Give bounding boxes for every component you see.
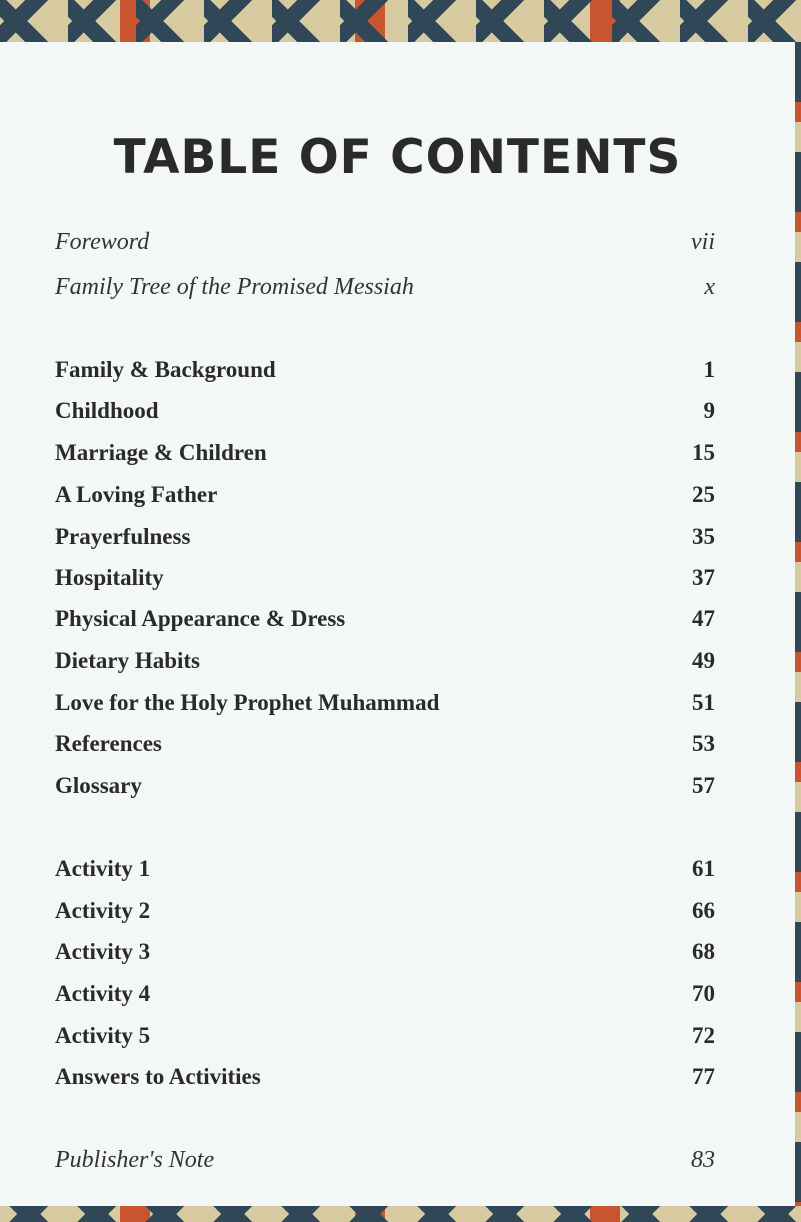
toc-entry-activity bbox=[55, 898, 715, 924]
toc-entry-label: Childhood bbox=[55, 398, 159, 423]
toc-entry-label: Family Tree of the Promised Messiah bbox=[55, 274, 414, 300]
page-title: TABLE OF CONTENTS bbox=[113, 130, 682, 185]
toc-entry-page: 83 bbox=[691, 1147, 715, 1173]
toc-entry bbox=[55, 565, 715, 591]
toc-entry-family-tree bbox=[55, 274, 715, 301]
toc-entry-label: A Loving Father bbox=[55, 482, 218, 507]
toc-entry bbox=[55, 648, 715, 674]
toc-entry-label: References bbox=[55, 731, 162, 756]
toc-entry bbox=[55, 773, 715, 799]
toc-entry-label: Foreword bbox=[55, 229, 150, 255]
toc-entry-page: 68 bbox=[692, 939, 715, 964]
toc-entry-page: vii bbox=[691, 229, 715, 255]
toc-entry-label: Publisher's Note bbox=[55, 1147, 215, 1173]
toc-entry-page: 35 bbox=[692, 524, 715, 549]
toc-entry-label: Activity 1 bbox=[55, 856, 151, 881]
toc-entry bbox=[55, 690, 715, 716]
toc-entry-label: Glossary bbox=[55, 773, 142, 798]
toc-entry-page: 66 bbox=[692, 898, 715, 923]
toc-entry bbox=[55, 606, 715, 632]
toc-entry-page: 51 bbox=[692, 690, 715, 715]
toc-entry bbox=[55, 357, 715, 383]
toc-entry-label: Dietary Habits bbox=[55, 648, 201, 673]
toc-entry-foreword bbox=[55, 229, 715, 256]
toc-entry-activity bbox=[55, 981, 715, 1007]
toc-entry-page: 61 bbox=[692, 856, 715, 881]
toc-entry-label: Hospitality bbox=[55, 565, 164, 590]
toc-entry bbox=[55, 731, 715, 757]
toc-entry-page: 49 bbox=[692, 648, 715, 673]
toc-entry bbox=[55, 398, 715, 424]
decorative-border-right bbox=[795, 42, 801, 1206]
toc-entry-page: 77 bbox=[692, 1064, 715, 1089]
toc-entry-page: 70 bbox=[692, 981, 715, 1006]
toc-entry-page: 15 bbox=[692, 440, 715, 465]
toc-entry-label: Activity 4 bbox=[55, 981, 151, 1006]
toc-entry bbox=[55, 440, 715, 466]
toc-entry-label: Physical Appearance & Dress bbox=[55, 606, 346, 631]
toc-entry bbox=[55, 524, 715, 550]
toc-entry-label: Marriage & Children bbox=[55, 440, 267, 465]
toc-entry-page: 47 bbox=[692, 606, 715, 631]
toc-entry-label: Answers to Activities bbox=[55, 1064, 261, 1089]
toc-entry-label: Activity 5 bbox=[55, 1023, 151, 1048]
toc-entry-label: Love for the Holy Prophet Muhammad bbox=[55, 690, 440, 715]
toc-entry-publishers-note bbox=[55, 1147, 715, 1174]
toc-entry-activity bbox=[55, 856, 715, 882]
toc-entry-label: Family & Background bbox=[55, 357, 276, 382]
toc-entry-label: Activity 3 bbox=[55, 939, 151, 964]
toc-entry-page: 53 bbox=[692, 731, 715, 756]
toc-entry-activity bbox=[55, 1023, 715, 1049]
toc-entry-activity bbox=[55, 939, 715, 965]
toc-entry-page: 9 bbox=[703, 398, 715, 423]
toc-entry-page: 57 bbox=[692, 773, 715, 798]
toc-entry-page: 25 bbox=[692, 482, 715, 507]
toc-entry-page: x bbox=[704, 274, 715, 300]
decorative-border-top bbox=[0, 0, 801, 42]
toc-entry-label: Prayerfulness bbox=[55, 524, 191, 549]
toc-entry-page: 1 bbox=[703, 357, 715, 382]
toc-entry-label: Activity 2 bbox=[55, 898, 151, 923]
decorative-border-bottom bbox=[0, 1206, 801, 1222]
toc-entry-activity bbox=[55, 1064, 715, 1090]
toc-entry-page: 72 bbox=[692, 1023, 715, 1048]
toc-entry-page: 37 bbox=[692, 565, 715, 590]
toc-entry bbox=[55, 482, 715, 508]
